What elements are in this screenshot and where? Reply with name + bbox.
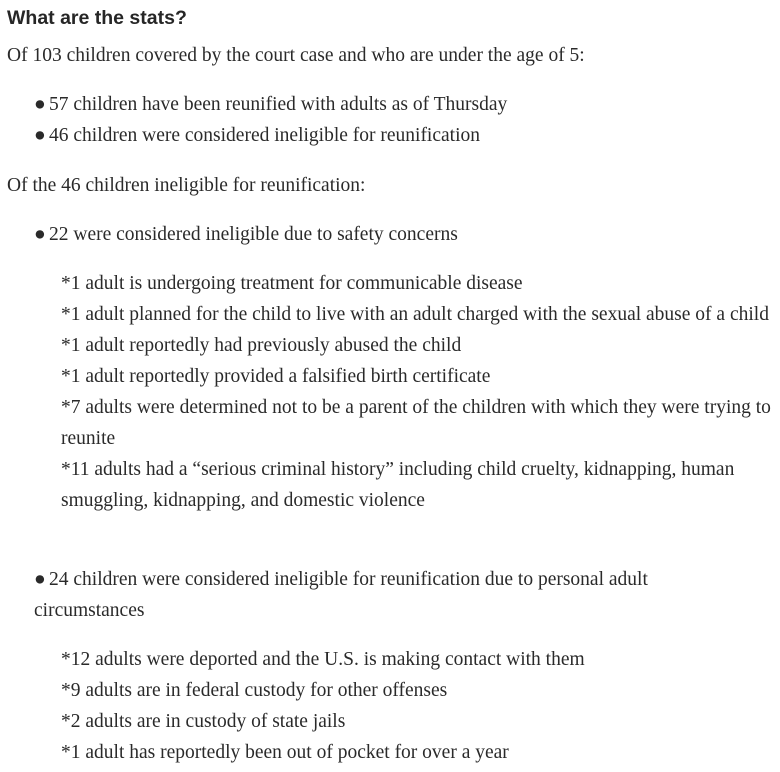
sub-list-item: *9 adults are in federal custody for other offenses [61, 680, 448, 701]
sub-list-item: *1 adult planned for the child to live with an adult charged with the sexual abuse of a child [61, 304, 769, 325]
list-item [34, 219, 458, 250]
top-bullet-list [34, 89, 507, 151]
sub-list-item: *2 adults are in custody of state jails [61, 711, 346, 732]
sub-list-item: *1 adult has reportedly been out of pocket for over a year [61, 742, 509, 763]
bullet-icon: ● [34, 569, 46, 590]
list-item-text: 46 children were considered ineligible for reunification [49, 125, 480, 146]
safety-bullet [34, 219, 458, 250]
intro-paragraph: Of 103 children covered by the court case and who are under the age of 5: [7, 45, 585, 66]
circumstance-group-label: 24 children were considered ineligible for reunification due to personal adult circumstances [34, 569, 648, 621]
bullet-icon: ● [34, 224, 46, 245]
bullet-icon: ● [34, 94, 46, 115]
list-item-text: 57 children have been reunified with adults as of Thursday [49, 94, 508, 115]
circumstance-sub-list [61, 644, 776, 768]
sub-list-item: *11 adults had a “serious criminal history” including child cruelty, kidnapping, human smuggling, kidnapping, and domestic violence [61, 459, 735, 511]
safety-group-label: 22 were considered ineligible due to safety concerns [49, 224, 458, 245]
list-item [34, 120, 507, 151]
sub-list-item: *1 adult reportedly provided a falsified birth certificate [61, 366, 491, 387]
section-heading: What are the stats? [7, 7, 187, 29]
list-item [34, 564, 734, 626]
list-item [34, 89, 507, 120]
bullet-icon: ● [34, 125, 46, 146]
sub-list-item: *1 adult is undergoing treatment for communicable disease [61, 273, 523, 294]
sub-list-item: *7 adults were determined not to be a parent of the children with which they were trying to reunite [61, 397, 771, 449]
circumstance-bullet [34, 564, 734, 626]
sub-list-item: *12 adults were deported and the U.S. is making contact with them [61, 649, 585, 670]
safety-sub-list [61, 268, 776, 516]
sub-list-item: *1 adult reportedly had previously abused the child [61, 335, 462, 356]
second-intro-paragraph: Of the 46 children ineligible for reunification: [7, 175, 366, 196]
